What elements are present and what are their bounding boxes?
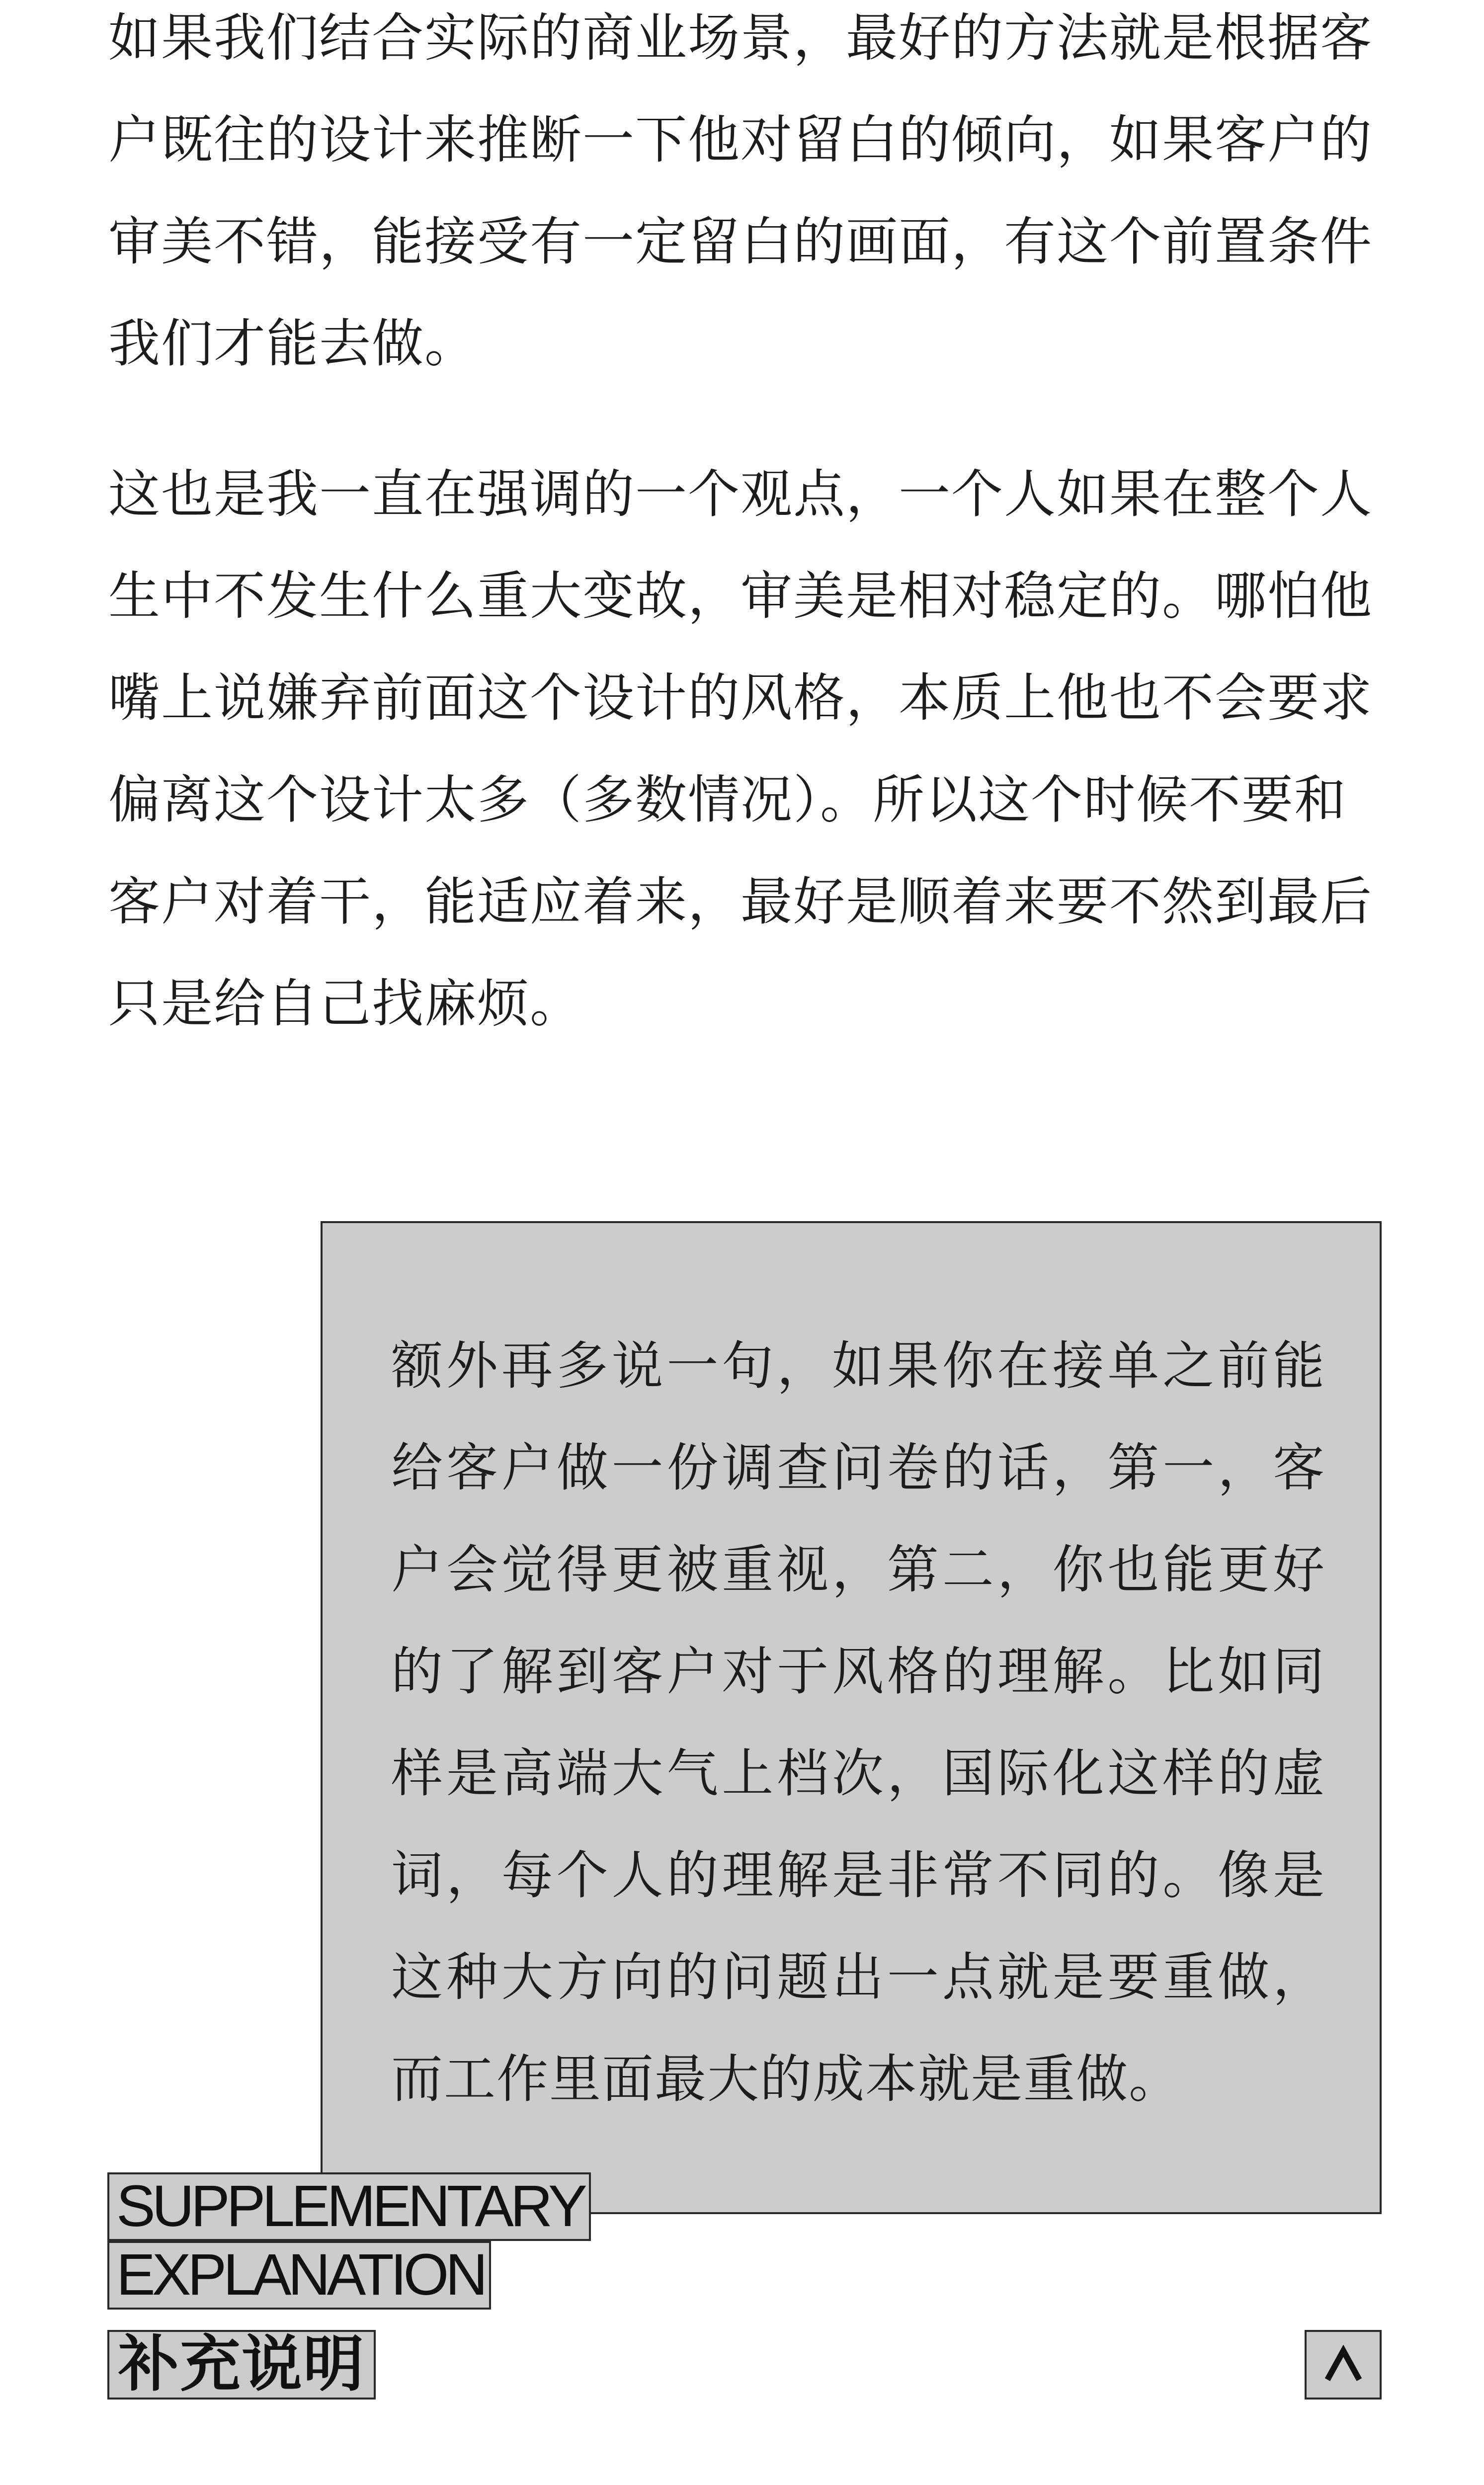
body-paragraph: 这也是我一直在强调的一个观点，一个人如果在整个人生中不发生什么重大变故，审美是相对稳定的。哪怕他嘴上说嫌弃前面这个设计的风格，本质上他也不会要求偏离这个设计太多（多数情况）。所以这个时候不要和客户对着干，能适应着来，最好是顺着来要不然到最后只是给自己找麻烦。	[108, 464, 1373, 1034]
supplementary-note-text: 额外再多说一句，如果你在接单之前能给客户做一份调查问卷的话，第一，客户会觉得更被重视，第二，你也能更好的了解到客户对于风格的理解。比如同样是高端大气上档次，国际化这样的虚词，每个人的理解是非常不同的。像是这种大方向的问题出一点就是要重做，而工作里面最大的成本就是重做。	[391, 1335, 1325, 2109]
back-to-top-button[interactable]	[1305, 2330, 1382, 2400]
caret-up-icon	[1323, 2345, 1363, 2385]
body-paragraph: 如果我们结合实际的商业场景，最好的方法就是根据客户既往的设计来推断一下他对留白的倾向，如果客户的审美不错，能接受有一定留白的画面，有这个前置条件我们才能去做。	[108, 7, 1373, 374]
note-label-en-line1: SUPPLEMENTARY	[107, 2172, 591, 2241]
supplementary-note-box	[321, 1221, 1382, 2214]
note-label-en-line2: EXPLANATION	[107, 2241, 491, 2310]
note-label-zh: 补充说明	[107, 2330, 376, 2400]
